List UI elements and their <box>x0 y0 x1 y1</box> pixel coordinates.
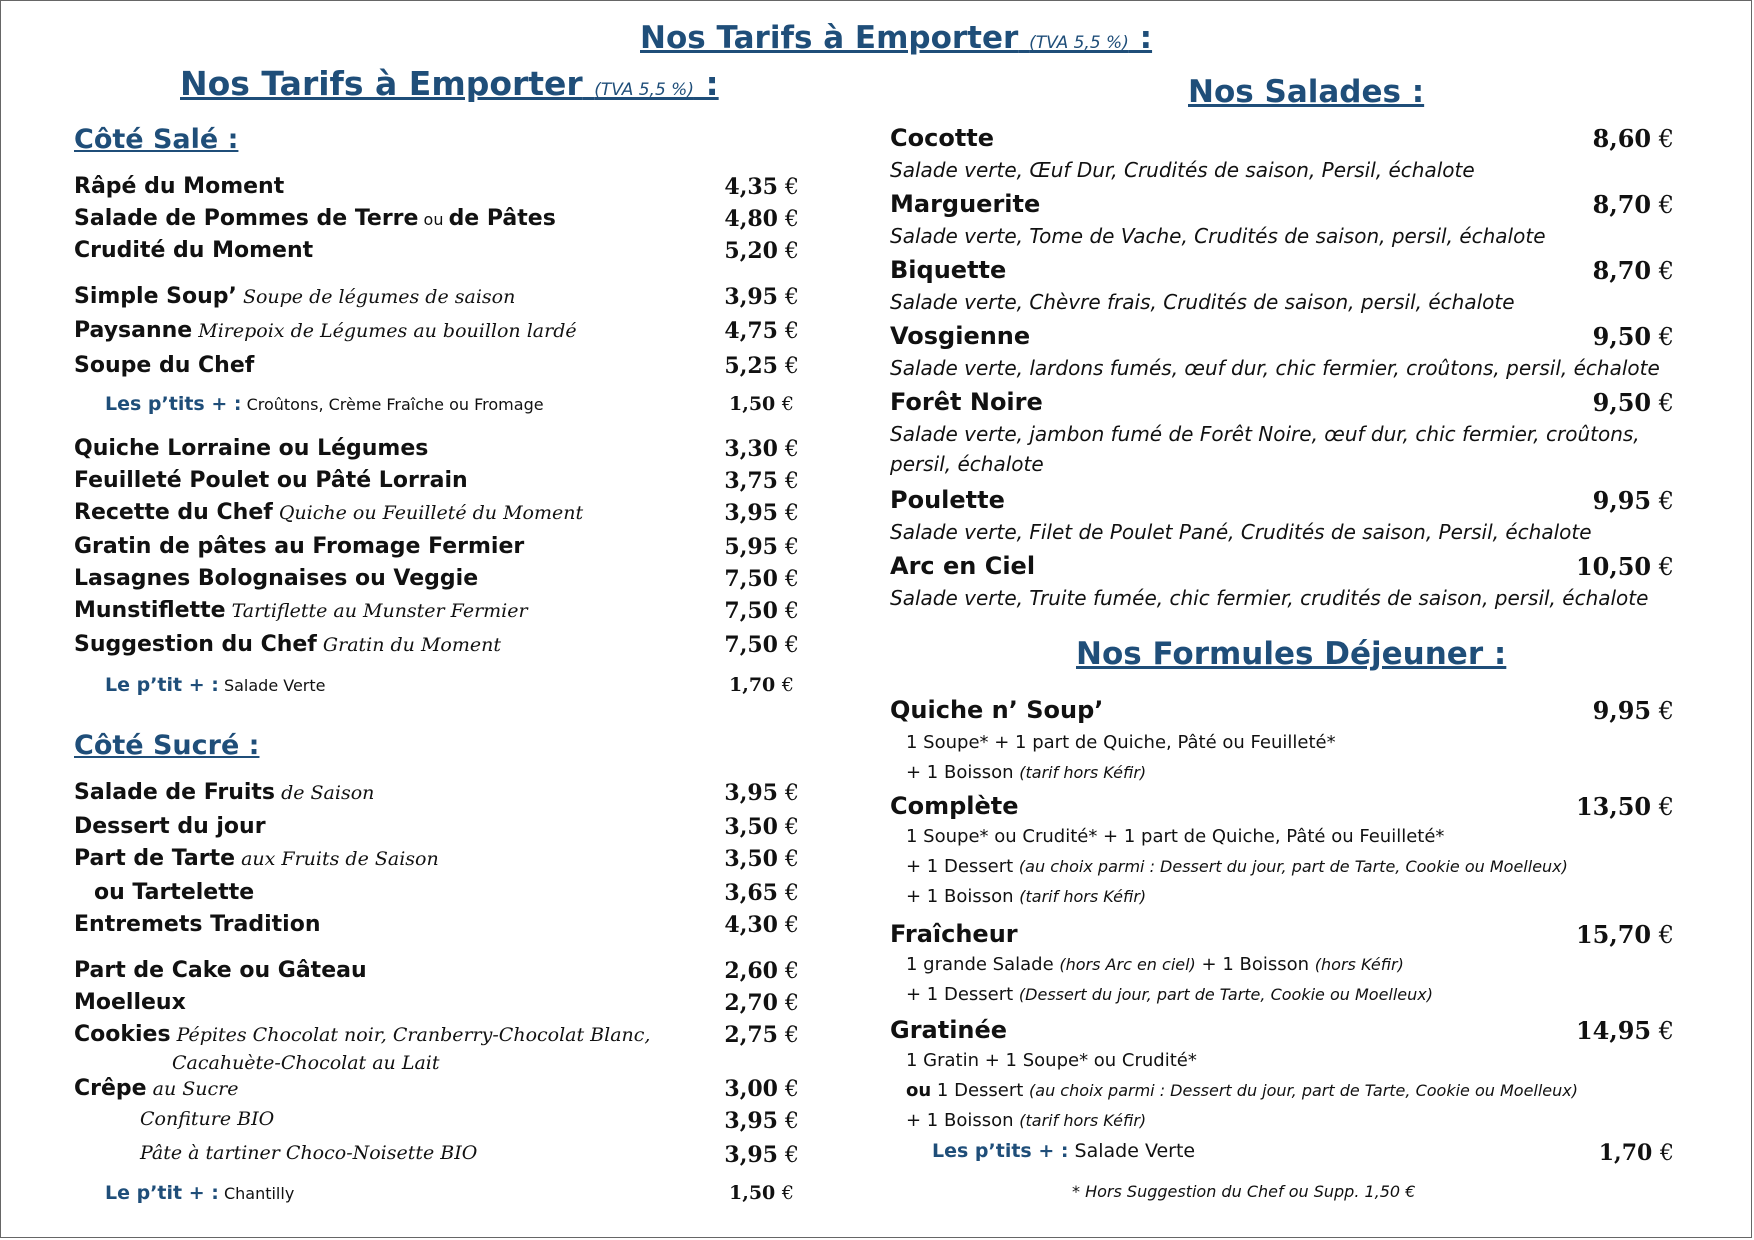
euro-sign: € <box>778 285 799 310</box>
euro-sign: € <box>778 354 799 379</box>
euro-sign: € <box>1651 389 1674 417</box>
salade-name: Cocotte <box>890 124 995 152</box>
sale-item-price-value: 7,50 <box>724 632 778 658</box>
sucre-item <box>94 880 254 905</box>
sale-item-price <box>724 284 799 310</box>
sucre-item-name: Entremets Tradition <box>74 912 321 937</box>
sucre-item-price <box>724 880 799 906</box>
formule-line-part: (tarif hors Kéfir) <box>1019 887 1147 906</box>
sucre-item-price <box>724 1022 799 1048</box>
euro-sign: € <box>1651 793 1674 821</box>
salade-price-value: 9,95 <box>1592 486 1652 515</box>
euro-sign: € <box>1651 125 1674 153</box>
salade-price-value: 8,70 <box>1592 256 1652 285</box>
salade-desc: Salade verte, lardons fumés, œuf dur, chic fermier, croûtons, persil, échalote <box>890 356 1660 380</box>
formule-price <box>1576 1016 1674 1045</box>
euro-sign: € <box>1651 697 1674 725</box>
salade-desc: Salade verte, Œuf Dur, Crudités de saison, Persil, échalote <box>890 158 1475 182</box>
formule-line-part: (tarif hors Kéfir) <box>1019 1111 1147 1130</box>
euro-sign: € <box>778 437 799 462</box>
sale-ptit2-row <box>105 674 325 696</box>
sucre-item <box>74 780 374 805</box>
salade-desc: Salade verte, Truite fumée, chic fermier, crudités de saison, persil, échalote <box>890 586 1649 610</box>
sale-item <box>74 318 577 343</box>
euro-sign: € <box>778 881 799 906</box>
sale-item-name: Recette du Chef <box>74 500 273 525</box>
salade-price-value: 9,50 <box>1592 388 1652 417</box>
salade-price <box>1593 388 1674 417</box>
left-title <box>180 64 719 103</box>
formule-line-part: (tarif hors Kéfir) <box>1019 763 1147 782</box>
formule-line <box>906 954 1404 975</box>
formule-line <box>906 856 1568 877</box>
sale-item-price <box>724 436 799 462</box>
sale-item-name: Lasagnes Bolognaises ou Veggie <box>74 566 479 591</box>
euro-sign: € <box>1651 487 1674 515</box>
salade-price-value: 10,50 <box>1575 552 1652 581</box>
sucre-item-desc: Pâte à tartiner Choco-Noisette BIO <box>140 1142 478 1164</box>
formule-line <box>906 886 1146 907</box>
euro-sign: € <box>778 319 799 344</box>
euro-sign: € <box>778 815 799 840</box>
sucre-item-price <box>724 990 799 1016</box>
salade-desc: Salade verte, Chèvre frais, Crudités de saison, persil, échalote <box>890 290 1515 314</box>
euro-sign: € <box>778 567 799 592</box>
euro-sign: € <box>778 175 799 200</box>
sale-item-price <box>724 238 799 264</box>
salade-price <box>1593 322 1674 351</box>
formule-line <box>906 984 1433 1005</box>
formule-line <box>906 732 1336 753</box>
sale-item-desc: Soupe de légumes de saison <box>236 286 516 308</box>
salade-desc: Salade verte, Filet de Poulet Pané, Crudités de saison, Persil, échalote <box>890 520 1592 544</box>
salades-heading: Nos Salades : <box>1188 74 1425 110</box>
sale-item-name: Munstiflette <box>74 598 226 623</box>
formule-line-part: + 1 Dessert <box>906 984 1019 1005</box>
salade-price <box>1593 256 1674 285</box>
salade-price <box>1593 486 1674 515</box>
sale-item-desc: Tartiflette au Munster Fermier <box>225 600 528 622</box>
salade-price-value: 9,50 <box>1592 322 1652 351</box>
sale-item-price-value: 7,50 <box>724 566 778 592</box>
formules-heading: Nos Formules Déjeuner : <box>1076 636 1507 672</box>
salade-desc: Salade verte, Tome de Vache, Crudités de saison, persil, échalote <box>890 224 1546 248</box>
euro-sign: € <box>778 535 799 560</box>
sucre-item-name: Moelleux <box>74 990 186 1015</box>
sucre-item-price <box>724 1076 799 1102</box>
sucre-item-price-value: 3,50 <box>724 814 778 840</box>
formule-line <box>906 762 1146 783</box>
sale-item-price-value: 3,75 <box>724 468 778 494</box>
formule-line-part: (hors Arc en ciel) <box>1059 955 1196 974</box>
formule-line <box>906 1050 1197 1071</box>
salade-name: Forêt Noire <box>890 388 1043 416</box>
formule-price-value: 13,50 <box>1575 792 1652 821</box>
sale-item-name: Feuilleté Poulet ou Pâté Lorrain <box>74 468 468 493</box>
top-title <box>640 20 1152 56</box>
sucre-item-price <box>724 780 799 806</box>
left-title-main: Nos Tarifs à Emporter <box>180 64 583 103</box>
cote-sale-heading: Côté Salé : <box>74 124 239 155</box>
formule-name: Complète <box>890 792 1019 820</box>
sucre-item-name: Salade de Fruits <box>74 780 276 805</box>
sucre-item-desc: de Saison <box>275 782 375 804</box>
sucre-item-desc: aux Fruits de Saison <box>235 848 439 870</box>
sale-ptits-row <box>105 393 544 415</box>
formule-line <box>906 826 1444 847</box>
sucre-item-name: Cookies <box>74 1022 171 1047</box>
sucre-item <box>74 1076 238 1101</box>
euro-sign: € <box>778 913 799 938</box>
sale-ptit2-label: Le p’tit + : <box>105 674 219 696</box>
salade-desc2: persil, échalote <box>890 452 1044 476</box>
salade-price-value: 8,70 <box>1592 190 1652 219</box>
euro-sign: € <box>1651 257 1674 285</box>
sucre-ptit-row <box>105 1182 294 1204</box>
euro-sign: € <box>778 469 799 494</box>
formules-ptits-label: Les p’tits + : <box>932 1140 1069 1162</box>
sale-item-price <box>724 174 799 200</box>
sale-item-name: Soupe du Chef <box>74 353 255 378</box>
euro-sign: € <box>778 959 799 984</box>
sucre-item-price-value: 3,50 <box>724 846 778 872</box>
formule-line-part: + 1 Dessert <box>906 856 1019 877</box>
formule-line-part: + 1 Boisson <box>906 886 1020 907</box>
salade-price <box>1593 190 1674 219</box>
formule-line-part: 1 grande Salade <box>906 954 1060 975</box>
sale-item-name: Crudité du Moment <box>74 238 314 263</box>
sale-item-name: Salade de Pommes de Terre <box>74 206 419 231</box>
sucre-item-price-value: 2,60 <box>724 958 778 984</box>
euro-sign: € <box>778 1077 799 1102</box>
sale-item-price-value: 3,30 <box>724 436 778 462</box>
sucre-item-price-value: 3,00 <box>724 1076 778 1102</box>
euro-sign: € <box>778 847 799 872</box>
sale-item-price-value: 4,80 <box>724 206 778 232</box>
sale-item <box>74 206 556 231</box>
salade-name: Poulette <box>890 486 1005 514</box>
sucre-item <box>74 990 186 1015</box>
sucre-item-price <box>724 912 799 938</box>
sale-item-price <box>724 598 799 624</box>
sale-item-price-value: 5,95 <box>724 534 778 560</box>
formules-ptits-price: 1,70 € <box>1598 1140 1674 1166</box>
sale-ptit2-text: Salade Verte <box>218 676 326 695</box>
sale-item-joiner: ou <box>418 210 449 229</box>
sucre-item-price-value: 4,30 <box>724 912 778 938</box>
sale-item-name: Gratin de pâtes au Fromage Fermier <box>74 534 525 559</box>
formule-line-part: + 1 Boisson <box>906 762 1020 783</box>
euro-sign: € <box>778 781 799 806</box>
sale-item <box>74 566 478 591</box>
sale-ptit2-price: 1,70 € <box>729 674 794 696</box>
formule-price-value: 15,70 <box>1575 920 1652 949</box>
sale-item <box>74 632 501 657</box>
sucre-item-name: Part de Cake ou Gâteau <box>74 958 367 983</box>
sale-item-price-value: 5,25 <box>724 353 778 379</box>
sucre-item-price <box>724 814 799 840</box>
formules-ptits-text: Salade Verte <box>1068 1140 1196 1162</box>
sale-item-price-value: 7,50 <box>724 598 778 624</box>
formule-price <box>1593 696 1674 725</box>
formule-line-part: 1 Gratin + 1 Soupe* ou Crudité* <box>906 1050 1197 1071</box>
sale-item-name: Suggestion du Chef <box>74 632 317 657</box>
sucre-item <box>74 814 266 839</box>
sale-item-price <box>724 318 799 344</box>
sale-item <box>74 174 284 199</box>
formule-line-part: 1 Dessert <box>931 1080 1030 1101</box>
euro-sign: € <box>778 1143 799 1168</box>
sucre-item <box>74 1022 650 1047</box>
sucre-item-price-value: 3,65 <box>724 880 778 906</box>
sale-item-price-value: 3,95 <box>724 500 778 526</box>
sale-ptits-label: Les p’tits + : <box>105 393 242 415</box>
formule-line-part: (Dessert du jour, part de Tarte, Cookie ou Moelleux) <box>1018 985 1433 1004</box>
top-title-colon: : <box>1128 20 1153 56</box>
sucre-item <box>74 912 321 937</box>
salade-name: Biquette <box>890 256 1007 284</box>
sale-item-price <box>724 500 799 526</box>
salade-price <box>1576 552 1674 581</box>
sucre-item-name: Crêpe <box>74 1076 147 1101</box>
sucre-item-price-value: 3,95 <box>724 1108 778 1134</box>
formule-name: Fraîcheur <box>890 920 1018 948</box>
top-title-tva: (TVA 5,5 %) <box>1029 33 1129 53</box>
salade-name: Marguerite <box>890 190 1041 218</box>
sale-item-price <box>724 353 799 379</box>
formule-line-part: ou <box>906 1080 932 1101</box>
sale-item-name2: de Pâtes <box>448 206 556 231</box>
formule-line-part: (au choix parmi : Dessert du jour, part de Tarte, Cookie ou Moelleux) <box>1029 1081 1578 1100</box>
euro-sign: € <box>778 991 799 1016</box>
sucre-item-price-value: 3,95 <box>724 1142 778 1168</box>
sucre-item-name: ou Tartelette <box>94 880 255 905</box>
formule-line <box>906 1080 1578 1101</box>
sale-item-name: Paysanne <box>74 318 193 343</box>
cote-sucre-heading: Côté Sucré : <box>74 730 260 761</box>
sucre-item-price <box>724 1108 799 1134</box>
euro-sign: € <box>1651 323 1674 351</box>
sucre-item <box>140 1142 477 1164</box>
sale-item-price <box>724 632 799 658</box>
sucre-item-desc2: Cacahuète-Chocolat au Lait <box>172 1052 440 1074</box>
euro-sign: € <box>778 1023 799 1048</box>
sucre-item-price-value: 3,95 <box>724 780 778 806</box>
sale-item-price-value: 5,20 <box>724 238 778 264</box>
sucre-item-price <box>724 846 799 872</box>
sale-item-desc: Mirepoix de Légumes au bouillon lardé <box>192 320 577 342</box>
sucre-item-name: Part de Tarte <box>74 846 236 871</box>
sucre-item-price <box>724 958 799 984</box>
sucre-item-desc: Confiture BIO <box>140 1108 275 1130</box>
formule-line-part: (hors Kéfir) <box>1314 955 1404 974</box>
formule-line-part: (au choix parmi : Dessert du jour, part de Tarte, Cookie ou Moelleux) <box>1018 857 1568 876</box>
sale-item-price <box>724 206 799 232</box>
formule-line <box>906 1110 1146 1131</box>
euro-sign: € <box>1651 921 1674 949</box>
euro-sign: € <box>1651 1017 1674 1045</box>
euro-sign: € <box>778 207 799 232</box>
formules-footnote: * Hors Suggestion du Chef ou Supp. 1,50 € <box>1072 1182 1416 1201</box>
formule-price-value: 9,95 <box>1592 696 1652 725</box>
sale-ptits-price: 1,50 € <box>729 393 794 415</box>
sale-item-name: Quiche Lorraine ou Légumes <box>74 436 429 461</box>
formules-ptits-row <box>932 1140 1195 1162</box>
sale-item-desc: Quiche ou Feuilleté du Moment <box>272 502 584 524</box>
sale-item-name: Simple Soup’ <box>74 284 237 309</box>
euro-sign: € <box>778 633 799 658</box>
euro-sign: € <box>778 599 799 624</box>
euro-sign: € <box>1651 191 1674 219</box>
sale-item-name: Râpé du Moment <box>74 174 285 199</box>
sale-item <box>74 353 254 378</box>
sale-item-price-value: 3,95 <box>724 284 778 310</box>
formule-name: Gratinée <box>890 1016 1008 1044</box>
salade-price-value: 8,60 <box>1592 124 1652 153</box>
formule-line-part: + 1 Boisson <box>906 1110 1020 1131</box>
sucre-ptit-label: Le p’tit + : <box>105 1182 219 1204</box>
sucre-item-price-value: 2,70 <box>724 990 778 1016</box>
left-title-colon: : <box>693 64 719 103</box>
salade-desc: Salade verte, jambon fumé de Forêt Noire, œuf dur, chic fermier, croûtons, <box>890 422 1640 446</box>
euro-sign: € <box>778 501 799 526</box>
sucre-item-desc: au Sucre <box>146 1078 239 1100</box>
sucre-item <box>74 958 367 983</box>
sucre-item-name: Dessert du jour <box>74 814 266 839</box>
left-title-tva: (TVA 5,5 %) <box>594 80 694 100</box>
formule-name: Quiche n’ Soup’ <box>890 696 1104 724</box>
euro-sign: € <box>1651 553 1674 581</box>
formule-line-part: 1 Soupe* + 1 part de Quiche, Pâté ou Feuilleté* <box>906 732 1336 753</box>
sucre-item-price-value: 2,75 <box>724 1022 778 1048</box>
sucre-ptit-text: Chantilly <box>218 1184 295 1203</box>
sale-item <box>74 468 468 493</box>
sale-item-desc: Gratin du Moment <box>316 634 501 656</box>
sucre-item <box>140 1108 274 1130</box>
sucre-item-price <box>724 1142 799 1168</box>
formule-line-part: 1 Soupe* ou Crudité* + 1 part de Quiche, Pâté ou Feuilleté* <box>906 826 1445 847</box>
salade-name: Vosgienne <box>890 322 1031 350</box>
sale-item-price <box>724 566 799 592</box>
sale-item <box>74 534 524 559</box>
sale-item-price-value: 4,75 <box>724 318 778 344</box>
salade-price <box>1593 124 1674 153</box>
sale-item-price <box>724 534 799 560</box>
top-title-main: Nos Tarifs à Emporter <box>640 20 1019 56</box>
formule-price-value: 14,95 <box>1575 1016 1652 1045</box>
salade-name: Arc en Ciel <box>890 552 1036 580</box>
formule-line-part: + 1 Boisson <box>1195 954 1315 975</box>
euro-sign: € <box>778 239 799 264</box>
sucre-item-desc: Pépites Chocolat noir, Cranberry-Chocolat Blanc, <box>170 1024 651 1046</box>
sale-item <box>74 598 528 623</box>
sale-item <box>74 284 515 309</box>
sucre-item <box>74 846 439 871</box>
sale-item <box>74 436 428 461</box>
sale-item-price <box>724 468 799 494</box>
sale-item <box>74 500 583 525</box>
formule-price <box>1576 792 1674 821</box>
formule-price <box>1576 920 1674 949</box>
sale-item <box>74 238 313 263</box>
sucre-ptit-price: 1,50 € <box>729 1182 794 1204</box>
sale-ptits-text: Croûtons, Crème Fraîche ou Fromage <box>241 395 544 414</box>
euro-sign: € <box>778 1109 799 1134</box>
sale-item-price-value: 4,35 <box>724 174 778 200</box>
